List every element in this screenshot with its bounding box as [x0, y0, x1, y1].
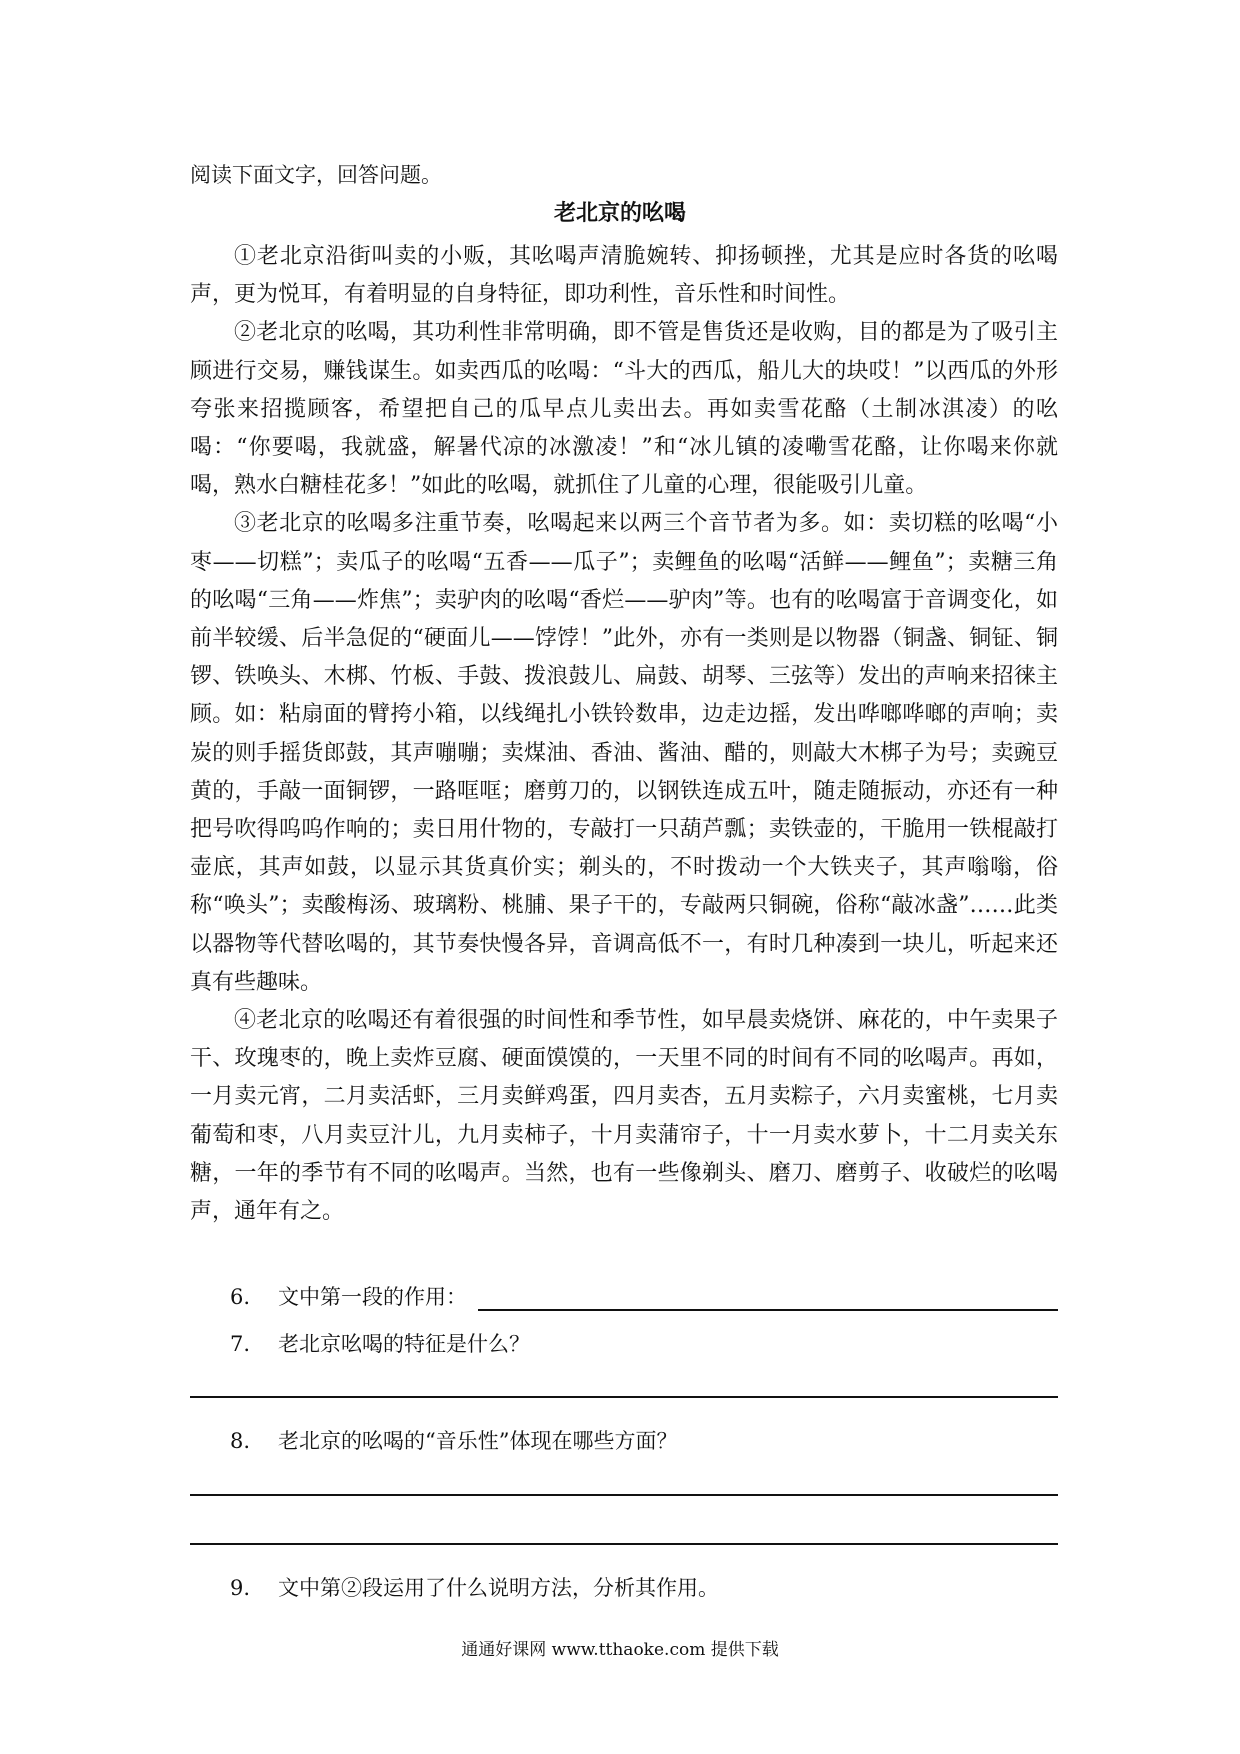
answer-line-6[interactable]: [478, 1309, 1058, 1311]
article-body: [190, 238, 1058, 1231]
question-text: 老北京吆喝的特征是什么？: [278, 1332, 530, 1356]
question-7: [230, 1329, 530, 1359]
question-text: 文中第一段的作用：: [278, 1285, 467, 1309]
question-text: 文中第②段运用了什么说明方法，分析其作用。: [278, 1576, 719, 1600]
question-number: 9.: [230, 1576, 251, 1600]
article-title: 老北京的吆喝: [553, 200, 686, 226]
answer-line-7[interactable]: [190, 1396, 1058, 1398]
question-8: [230, 1426, 677, 1456]
question-9: [230, 1573, 719, 1603]
question-number: 7.: [230, 1332, 251, 1356]
page-footer: 通通好课网 www.tthaoke.com 提供下载: [461, 1640, 779, 1660]
paragraph-2: ②老北京的吆喝，其功利性非常明确，即不管是售货还是收购，目的都是为了吸引主顾进行交易，赚钱谋生。如卖西瓜的吆喝：“斗大的西瓜，船儿大的块哎！”以西瓜的外形夸张来招揽顾客，希望把自己的瓜早点儿卖出去。再如卖雪花酪（土制冰淇凌）的吆喝：“你要喝，我就盛，解暑代凉的冰激凌！”和“冰儿镇的凌嘞雪花酪，让你喝来你就喝，熟水白糖桂花多！”如此的吆喝，就抓住了儿童的心理，很能吸引儿童。: [190, 320, 1058, 499]
question-text: 老北京的吆喝的“音乐性”体现在哪些方面？: [278, 1429, 678, 1453]
paragraph-1: ①老北京沿街叫卖的小贩，其吆喝声清脆婉转、抑扬顿挫，尤其是应时各货的吆喝声，更为悦耳，有着明显的自身特征，即功利性，音乐性和时间性。: [190, 244, 1058, 308]
paragraph-4: ④老北京的吆喝还有着很强的时间性和季节性，如早晨卖烧饼、麻花的，中午卖果子干、玫瑰枣的，晚上卖炸豆腐、硬面馍馍的，一天里不同的时间有不同的吆喝声。再如，一月卖元宵，二月卖活虾，三月卖鲜鸡蛋，四月卖杏，五月卖粽子，六月卖蜜桃，七月卖葡萄和枣，八月卖豆汁儿，九月卖柿子，十月卖蒲帘子，十一月卖水萝卜，十二月卖关东糖，一年的季节有不同的吆喝声。当然，也有一些像剃头、磨刀、磨剪子、收破烂的吆喝声，通年有之。: [190, 1008, 1058, 1225]
question-number: 6.: [230, 1285, 251, 1309]
answer-line-8b[interactable]: [190, 1543, 1058, 1545]
answer-line-8a[interactable]: [190, 1494, 1058, 1496]
paragraph-3: ③老北京的吆喝多注重节奏，吆喝起来以两三个音节者为多。如：卖切糕的吆喝“小枣——切糕”；卖瓜子的吆喝“五香——瓜子”；卖鲤鱼的吆喝“活鲜——鲤鱼”；卖糖三角的吆喝“三角——炸焦”；卖驴肉的吆喝“香烂——驴肉”等。也有的吆喝富于音调变化，如前半较缓、后半急促的“硬面儿——饽饽！”此外，亦有一类则是以物器（铜盏、铜钲、铜锣、铁唤头、木梆、竹板、手鼓、拨浪鼓儿、扁鼓、胡琴、三弦等）发出的声响来招徕主顾。如：粘扇面的臂挎小箱，以线绳扎小铁铃数串，边走边摇，发出哗啷哗啷的声响；卖炭的则手摇货郎鼓，其声嘣嘣；卖煤油、香油、酱油、醋的，则敲大木梆子为号；卖豌豆黄的，手敲一面铜锣，一路哐哐；磨剪刀的，以钢铁连成五叶，随走随振动，亦还有一种把号吹得呜呜作响的；卖日用什物的，专敲打一只葫芦瓢；卖铁壶的，干脆用一铁棍敲打壶底，其声如鼓，以显示其货真价实；剃头的，不时拨动一个大铁夹子，其声嗡嗡，俗称“唤头”；卖酸梅汤、玻璃粉、桃脯、果子干的，专敲两只铜碗，俗称“敲冰盏”……此类以器物等代替吆喝的，其节奏快慢各异，音调高低不一，有时几种凑到一块儿，听起来还真有些趣味。: [190, 511, 1058, 995]
reading-instruction: 阅读下面文字，回答问题。: [190, 163, 442, 187]
question-number: 8.: [230, 1429, 251, 1453]
question-6: [230, 1282, 467, 1312]
